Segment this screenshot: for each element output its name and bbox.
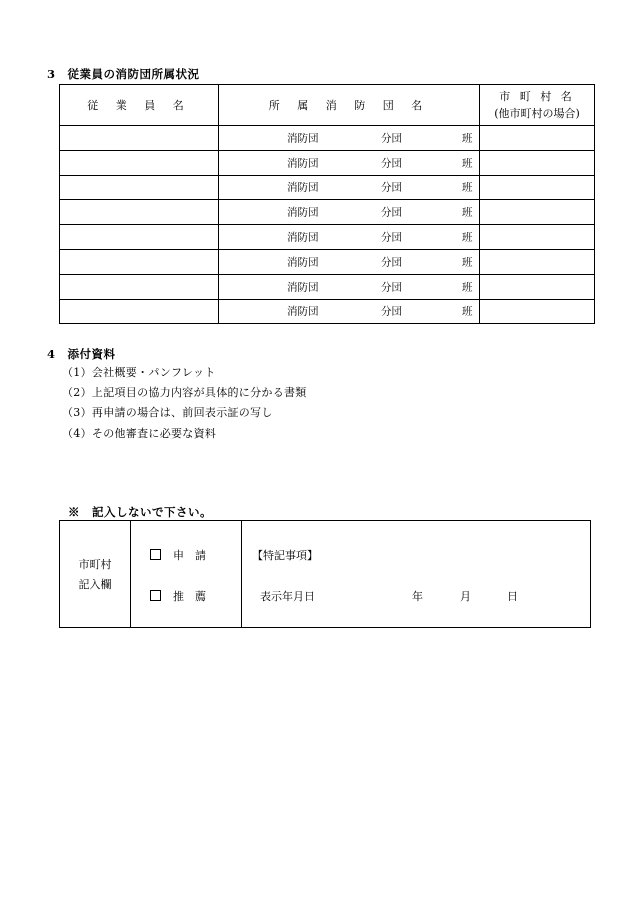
brigade-label: 消防団 [287, 132, 319, 145]
brigade-label: 消防団 [287, 231, 319, 244]
employee-name-cell[interactable] [60, 200, 219, 225]
table-row [60, 150, 595, 175]
brigade-label: 消防団 [287, 181, 319, 194]
attachment-item-1: （1）会社概要・パンフレット [62, 366, 216, 379]
do-not-fill-note: ※ 記入しないで下さい。 [68, 505, 212, 519]
employee-brigade-table [59, 84, 595, 324]
header-municipality-line2: (他市町村の場合) [494, 107, 580, 120]
divider [241, 521, 242, 627]
municipality-cell[interactable] [480, 225, 595, 250]
header-affiliation: 所 属 消 防 団 名 [219, 85, 480, 126]
section4-heading: 4 添付資料 [47, 347, 116, 361]
squad-label: 班 [462, 305, 473, 318]
display-date-label: 表示年月日 [260, 590, 315, 603]
division-label: 分団 [381, 231, 402, 244]
divider [130, 521, 131, 627]
division-label: 分団 [381, 181, 402, 194]
affiliation-cell[interactable] [219, 175, 480, 200]
brigade-label: 消防団 [287, 281, 319, 294]
municipal-label-line2: 記入欄 [78, 578, 112, 591]
employee-name-cell[interactable] [60, 249, 219, 274]
table-row [60, 175, 595, 200]
affiliation-cell[interactable] [219, 150, 480, 175]
division-label: 分団 [381, 206, 402, 219]
division-label: 分団 [381, 256, 402, 269]
brigade-label: 消防団 [287, 256, 319, 269]
header-municipality [480, 85, 595, 126]
table-row [60, 200, 595, 225]
municipality-cell[interactable] [480, 200, 595, 225]
squad-label: 班 [462, 181, 473, 194]
municipality-cell[interactable] [480, 126, 595, 151]
employee-name-cell[interactable] [60, 150, 219, 175]
municipality-cell[interactable] [480, 175, 595, 200]
apply-checkbox-option[interactable] [150, 547, 206, 563]
table-row [60, 126, 595, 151]
municipality-cell[interactable] [480, 274, 595, 299]
squad-label: 班 [462, 231, 473, 244]
table-row [60, 274, 595, 299]
apply-label: 申 請 [173, 549, 206, 562]
municipality-cell[interactable] [480, 150, 595, 175]
affiliation-cell[interactable] [219, 200, 480, 225]
table-row [60, 249, 595, 274]
day-label: 日 [507, 590, 518, 603]
special-notes-label: 【特記事項】 [252, 549, 318, 562]
municipality-cell[interactable] [480, 299, 595, 324]
employee-name-cell[interactable] [60, 175, 219, 200]
brigade-label: 消防団 [287, 157, 319, 170]
squad-label: 班 [462, 281, 473, 294]
table-header-row [60, 85, 595, 126]
squad-label: 班 [462, 132, 473, 145]
affiliation-cell[interactable] [219, 225, 480, 250]
attachment-item-2: （2）上記項目の協力内容が具体的に分かる書類 [62, 386, 307, 399]
brigade-label: 消防団 [287, 206, 319, 219]
squad-label: 班 [462, 256, 473, 269]
recommend-checkbox-option[interactable] [150, 588, 206, 604]
employee-name-cell[interactable] [60, 225, 219, 250]
division-label: 分団 [381, 305, 402, 318]
municipal-entry-box [59, 520, 591, 628]
recommend-label: 推 薦 [173, 590, 206, 603]
affiliation-cell[interactable] [219, 126, 480, 151]
municipal-label-line1: 市町村 [78, 558, 112, 571]
header-municipality-line1: 市 町 村 名 [499, 90, 575, 103]
table-row [60, 225, 595, 250]
affiliation-cell[interactable] [219, 299, 480, 324]
employee-name-cell[interactable] [60, 126, 219, 151]
recommend-checkbox[interactable] [150, 590, 161, 601]
employee-name-cell[interactable] [60, 299, 219, 324]
month-label: 月 [460, 590, 471, 603]
division-label: 分団 [381, 132, 402, 145]
attachment-item-4: （4）その他審査に必要な資料 [62, 427, 217, 440]
apply-checkbox[interactable] [150, 549, 161, 560]
header-employee-name: 従 業 員 名 [60, 85, 219, 126]
section3-heading: 3 従業員の消防団所属状況 [47, 67, 200, 81]
table-row [60, 299, 595, 324]
year-label: 年 [412, 590, 423, 603]
squad-label: 班 [462, 157, 473, 170]
municipality-cell[interactable] [480, 249, 595, 274]
squad-label: 班 [462, 206, 473, 219]
attachment-item-3: （3）再申請の場合は、前回表示証の写し [62, 406, 273, 419]
division-label: 分団 [381, 281, 402, 294]
employee-name-cell[interactable] [60, 274, 219, 299]
affiliation-cell[interactable] [219, 274, 480, 299]
brigade-label: 消防団 [287, 305, 319, 318]
affiliation-cell[interactable] [219, 249, 480, 274]
division-label: 分団 [381, 157, 402, 170]
municipal-label [60, 555, 130, 595]
